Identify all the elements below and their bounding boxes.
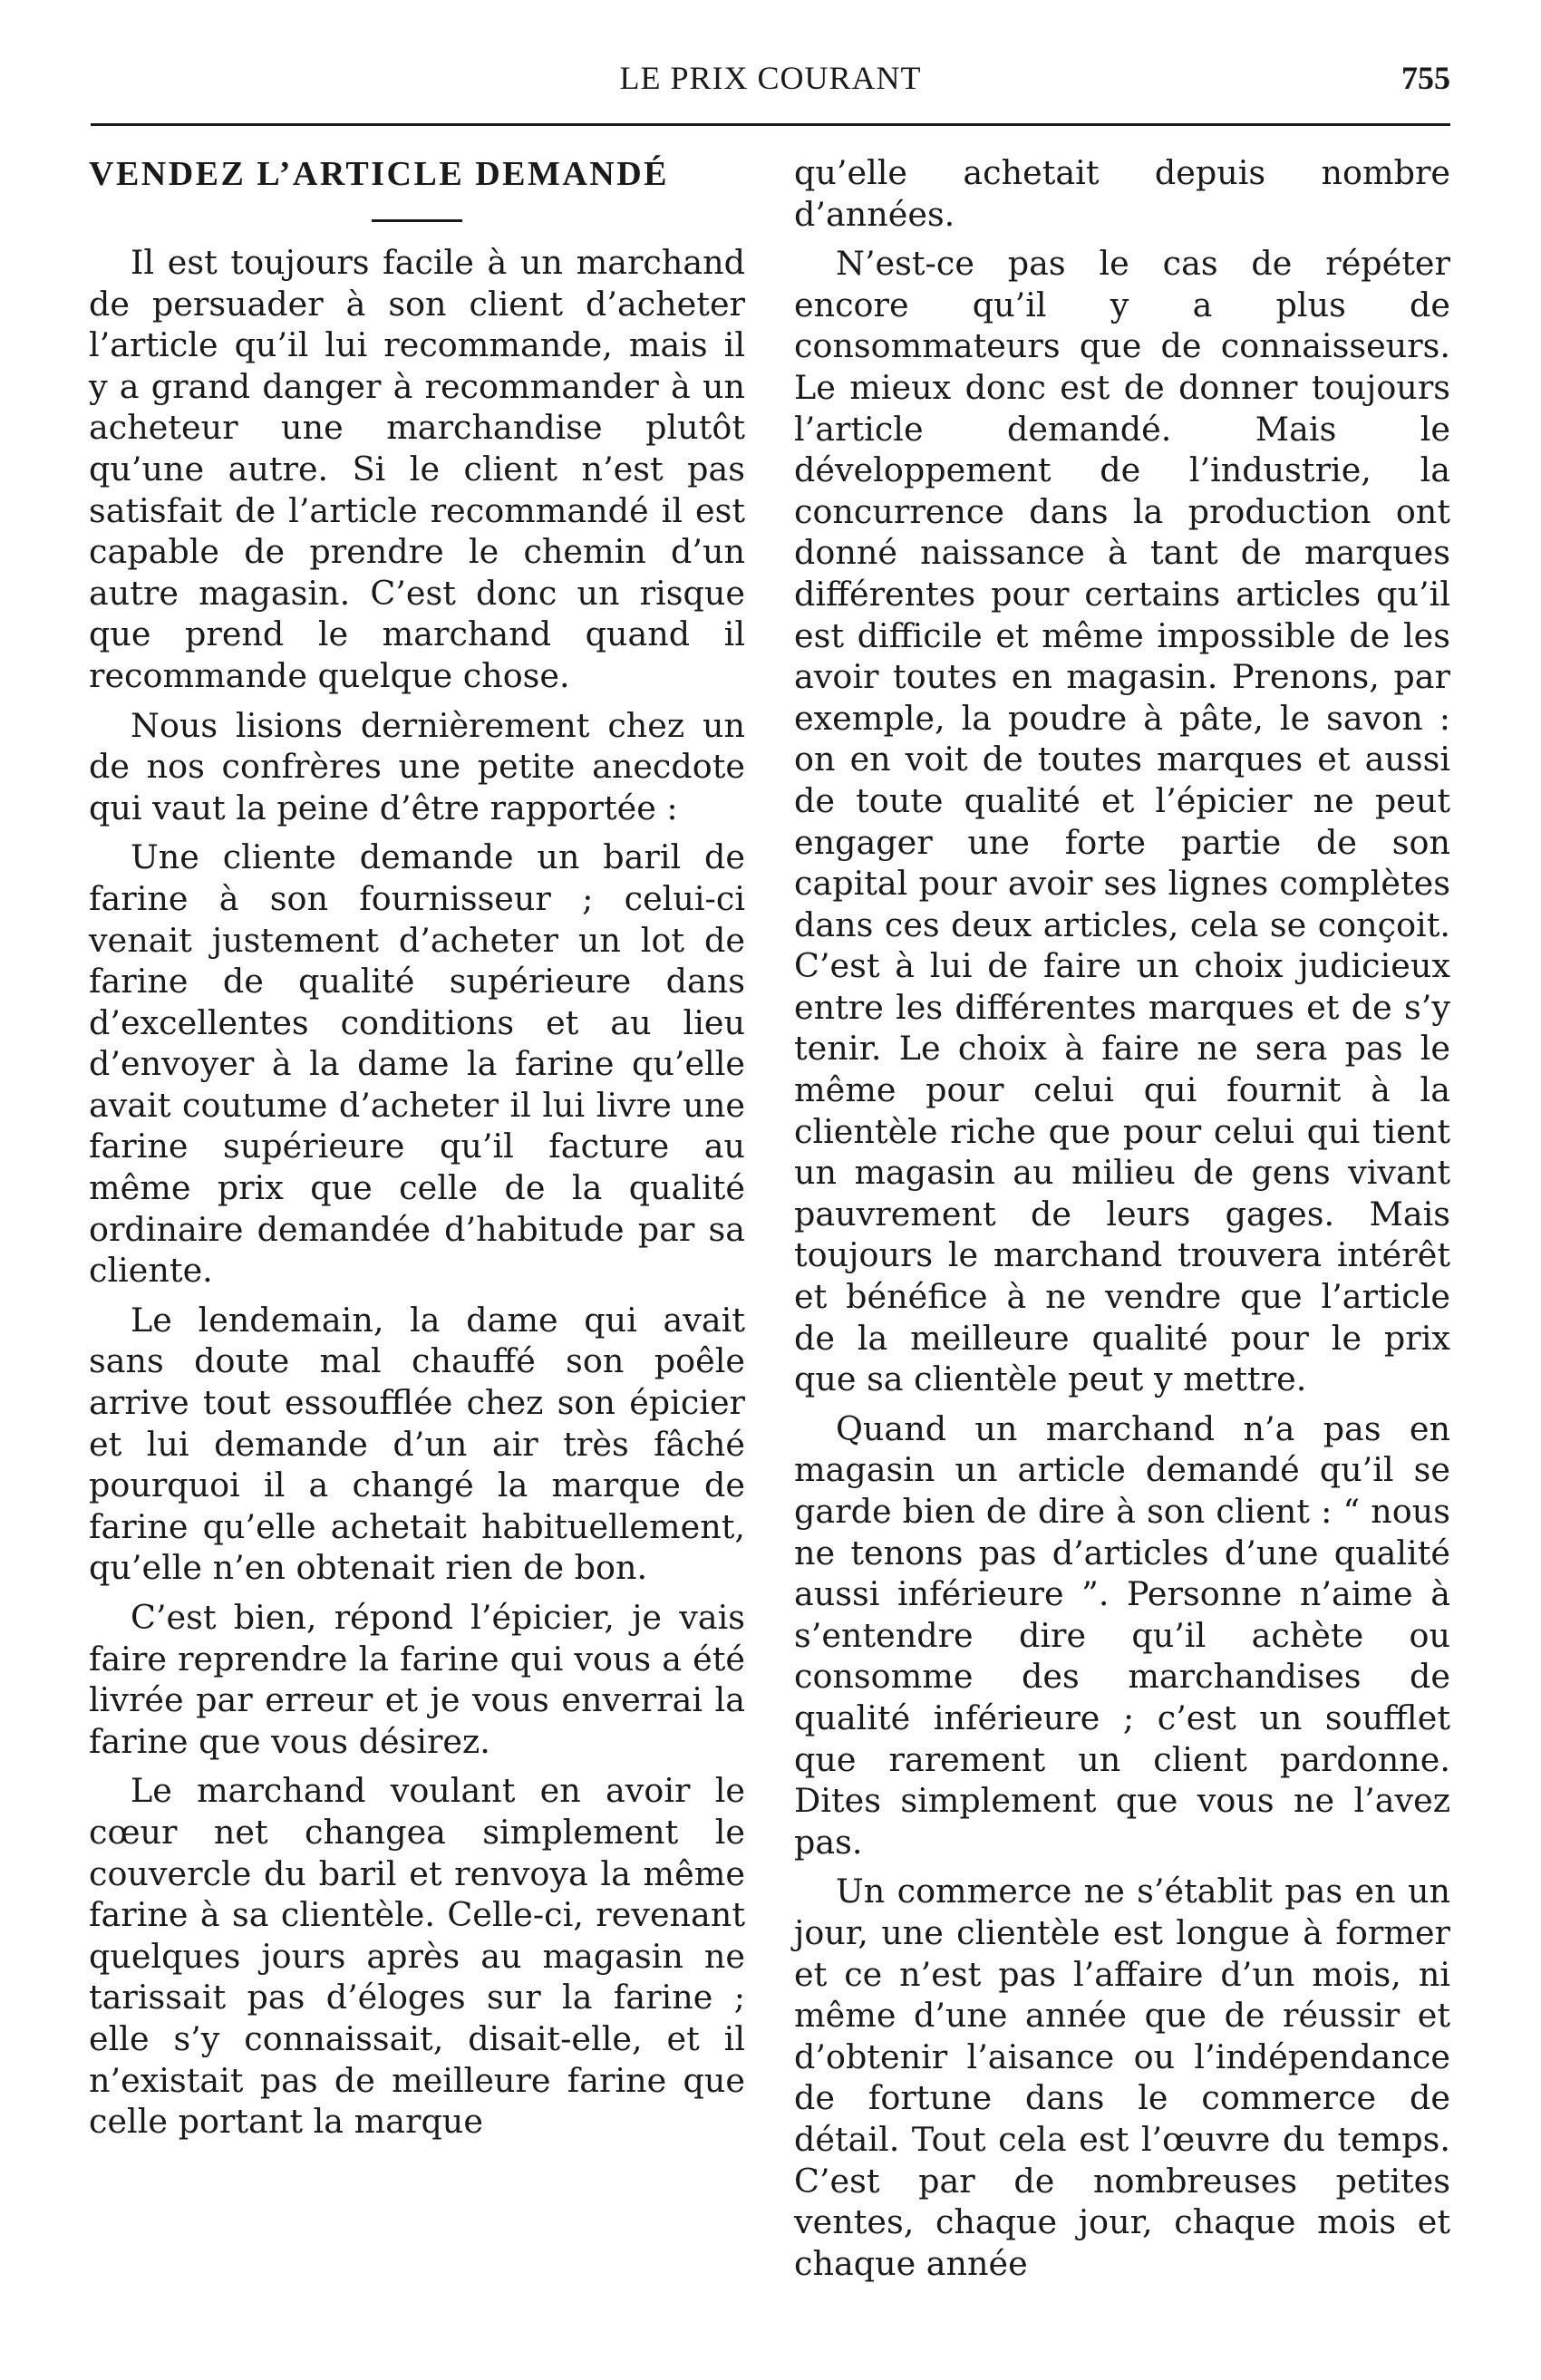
- paragraph: C’est bien, répond l’épicier, je vais faire reprendre la farine qui vous a été livrée par erreur et je vous enverrai la farine que vous désirez.: [89, 1598, 745, 1761]
- right-column: [794, 152, 1450, 2292]
- left-column: [89, 152, 745, 2151]
- header-rule: [91, 123, 1450, 126]
- paragraph: Un commerce ne s’établit pas en un jour, une clientèle est longue à former et ce n’est pas l’affaire d’un mois, ni même d’une année que de réussir et d’obtenir l’aisance ou l’indépendance de fortune dans le commerce de détail. Tout cela est l’œuvre du temps. C’est par de nombreuses petites ventes, chaque jour, chaque mois et chaque année: [794, 1872, 1450, 2283]
- paragraph: Le lendemain, la dame qui avait sans doute mal chauffé son poêle arrive tout essoufflée chez son épicier et lui demande d’un air très fâché pourquoi il a changé la marque de farine qu’elle achetait habituellement, qu’elle n’en obtenait rien de bon.: [89, 1300, 745, 1588]
- continued-paragraph: qu’elle achetait depuis nombre d’années.: [794, 153, 1450, 234]
- paragraph: Il est toujours facile à un marchand de persuader à son client d’acheter l’article qu’il lui recommande, mais il y a grand danger à recommander à un acheteur une marchandise plutôt qu’une autre. Si le client n’est pas satisfait de l’article recommandé il est capable de prendre le chemin d’un autre magasin. C’est donc un risque que prend le marchand quand il recommande quelque chose.: [89, 243, 745, 695]
- paragraph: Quand un marchand n’a pas en magasin un article demandé qu’il se garde bien de dire à son client : “ nous ne tenons pas d’articles d’une qualité aussi inférieure ”. Personne n’aime à s’entendre dire qu’il achète ou consomme des marchandises de qualité inférieure ; c’est un soufflet que rarement un client pardonne. Dites simplement que vous ne l’avez pas.: [794, 1408, 1450, 1862]
- page-number: 755: [1401, 60, 1450, 96]
- title-rule: [372, 219, 462, 222]
- paragraph: N’est-ce pas le cas de répéter encore qu’il y a plus de consommateurs que de connaisseurs. Le mieux donc est de donner toujours l’article demandé. Mais le développement de l’industrie, la concurrence dans la production ont donné naissance à tant de marques différentes pour certains articles qu’il est difficile et même impossible de les avoir toutes en magasin. Prenons, par exemple, la poudre à pâte, le savon : on en voit de toutes marques et aussi de toute qualité et l’épicier ne peut engager une forte partie de son capital pour avoir ses lignes complètes dans ces deux articles, cela se conçoit. C’est à lui de faire un choix judicieux entre les différentes marques et de s’y tenir. Le choix à faire ne sera pas le même pour celui qui fournit à la clientèle riche que pour celui qui tient un magasin au milieu de gens vivant pauvrement de leurs gages. Mais toujours le marchand trouvera intérêt et bénéfice à ne vendre que l’article de la meilleure qualité pour le prix que sa clientèle peut y mettre.: [794, 244, 1450, 1399]
- paragraph: Nous lisions dernièrement chez un de nos confrères une petite anecdote qui vaut la peine d’être rapportée :: [89, 705, 745, 827]
- page-header: [91, 59, 1450, 113]
- paragraph: Le marchand voulant en avoir le cœur net changea simplement le couvercle du baril et renvoya la même farine à sa clientèle. Celle-ci, revenant quelques jours après au magasin ne tarissait pas d’éloges sur la farine ; elle s’y connaissait, disait-elle, et il n’existait pas de meilleure farine que celle portant la marque: [89, 1771, 745, 2142]
- paragraph: Une cliente demande un baril de farine à son fournisseur ; celui-ci venait justement d’acheter un lot de farine de qualité supérieure dans d’excellentes conditions et au lieu d’envoyer à la dame la farine qu’elle avait coutume d’acheter il lui livre une farine supérieure qu’il facture au même prix que celle de la qualité ordinaire demandée d’habitude par sa cliente.: [89, 837, 745, 1291]
- article-title: VENDEZ L’ARTICLE DEMANDÉ: [89, 155, 670, 193]
- running-title: LE PRIX COURANT: [619, 60, 922, 96]
